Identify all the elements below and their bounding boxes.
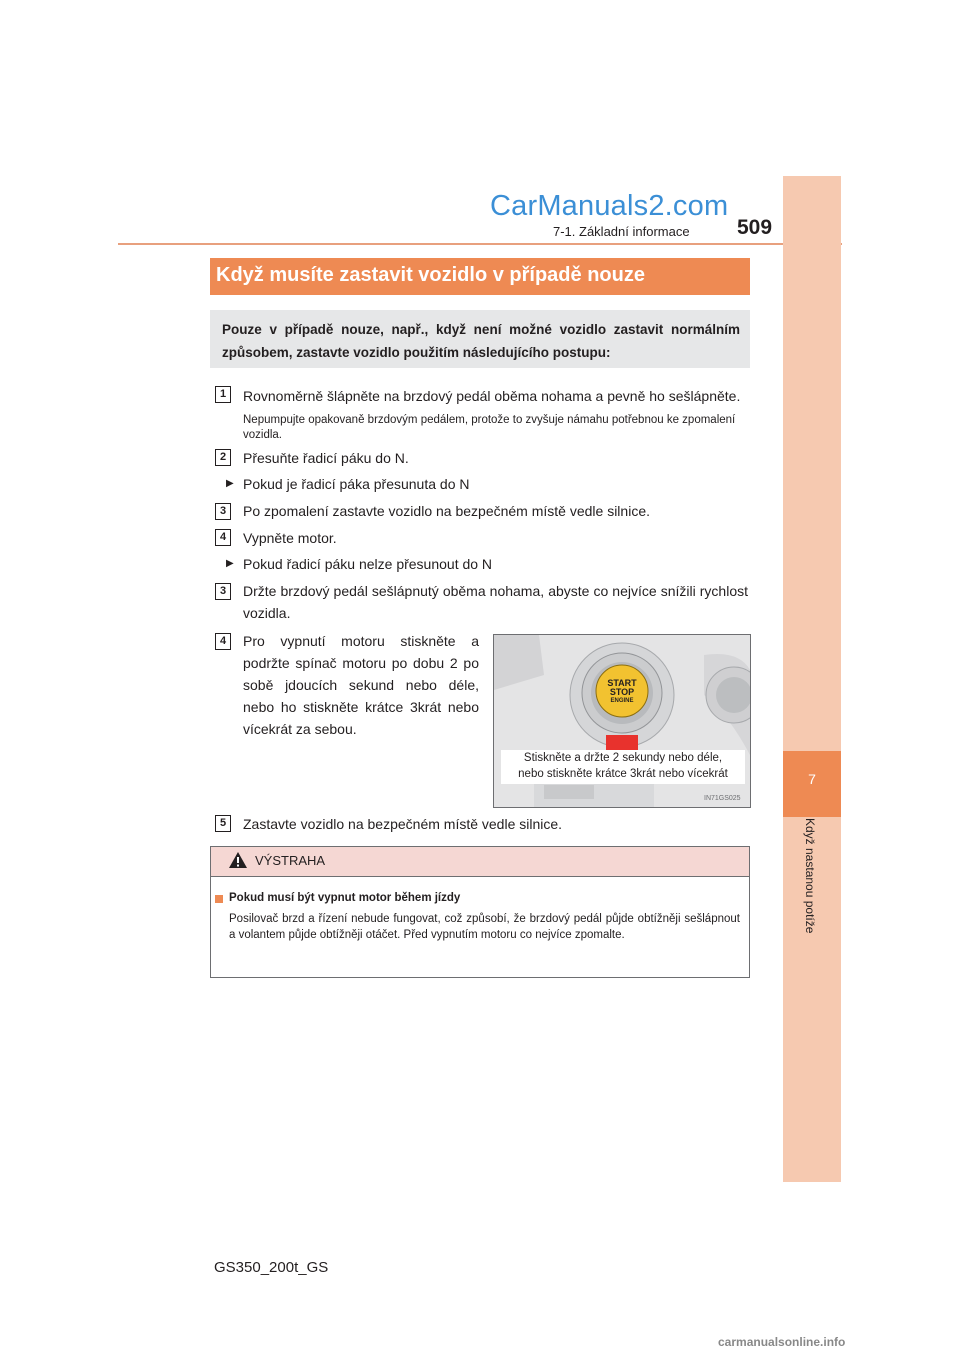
step-text: Držte brzdový pedál sešlápnutý oběma nohama, abyste co nejvíce snížili rychlost vozidla. bbox=[243, 583, 748, 621]
triangle-bullet-icon: ▶ bbox=[226, 558, 234, 569]
warning-triangle-icon bbox=[228, 851, 248, 869]
button-label-line: STOP bbox=[609, 687, 635, 697]
step-number: 5 bbox=[215, 815, 231, 832]
step-number: 3 bbox=[215, 583, 231, 600]
step-number: 3 bbox=[215, 503, 231, 520]
watermark-bottom: carmanualsonline.info bbox=[718, 1335, 846, 1349]
step-number: 2 bbox=[215, 449, 231, 466]
header-rule bbox=[118, 243, 842, 245]
caption-line: nebo stiskněte krátce 3krát nebo vícekrát bbox=[518, 768, 728, 780]
triangle-bullet-icon: ▶ bbox=[226, 478, 234, 489]
sub-heading: Pokud je řadicí páka přesunuta do N bbox=[243, 476, 470, 492]
illustration-caption bbox=[501, 750, 745, 784]
warning-title: VÝSTRAHA bbox=[255, 853, 326, 868]
warning-subtitle: Pokud musí být vypnut motor během jízdy bbox=[229, 892, 461, 904]
chapter-title: Když nastanou potíže bbox=[803, 818, 817, 934]
step-number: 4 bbox=[215, 633, 231, 650]
button-label-line: ENGINE bbox=[610, 698, 634, 704]
step-text: Vypněte motor. bbox=[243, 530, 337, 546]
button-label-line: START bbox=[607, 678, 637, 688]
page-heading: Když musíte zastavit vozidlo v případě nouze bbox=[216, 264, 645, 286]
page-number: 509 bbox=[737, 216, 773, 239]
square-bullet-icon bbox=[215, 895, 223, 903]
step-number: 4 bbox=[215, 529, 231, 546]
warning-body: Posilovač brzd a řízení nebude fungovat, což způsobí, že brzdový pedál půjde obtížněji sešlápnout a volantem půjde obtížněji otáčet. Před vypnutím motoru co nejvíce zpomalte. bbox=[229, 913, 740, 941]
section-title: 7-1. Základní informace bbox=[553, 224, 690, 239]
step-note: Nepumpujte opakovaně brzdovým pedálem, protože to zvyšuje námahu potřebnou ke zpomalení vozidla. bbox=[243, 414, 736, 441]
step-number: 1 bbox=[215, 386, 231, 403]
footer-model-code: GS350_200t_GS bbox=[214, 1259, 329, 1276]
chapter-number: 7 bbox=[808, 771, 816, 787]
step-text: Pro vypnutí motoru stiskněte a podržte spínač motoru po dobu 2 po sobě jdoucích sekund nebo déle, nebo ho stiskněte krátce 3krát nebo vícekrát za sebou. bbox=[243, 633, 479, 737]
step-text: Přesuňte řadicí páku do N. bbox=[243, 450, 409, 466]
watermark-logo: CarManuals2.com bbox=[490, 190, 729, 222]
intro-text: Pouze v případě nouze, např., když není možné vozidlo zastavit normálním způsobem, zastavte vozidlo použitím následujícího postupu: bbox=[222, 322, 740, 360]
caption-line: Stiskněte a držte 2 sekundy nebo déle, bbox=[523, 752, 723, 764]
start-stop-button-label bbox=[600, 679, 644, 705]
illustration-id: IN71GS025 bbox=[704, 795, 741, 802]
side-tab bbox=[783, 176, 841, 1182]
step-text: Po zpomalení zastavte vozidlo na bezpečném místě vedle silnice. bbox=[243, 503, 650, 519]
step-text: Rovnoměrně šlápněte na brzdový pedál oběma nohama a pevně ho sešlápněte. bbox=[243, 388, 741, 404]
step-text: Zastavte vozidlo na bezpečném místě vedle silnice. bbox=[243, 816, 563, 832]
sub-heading: Pokud řadicí páku nelze přesunout do N bbox=[243, 556, 493, 572]
